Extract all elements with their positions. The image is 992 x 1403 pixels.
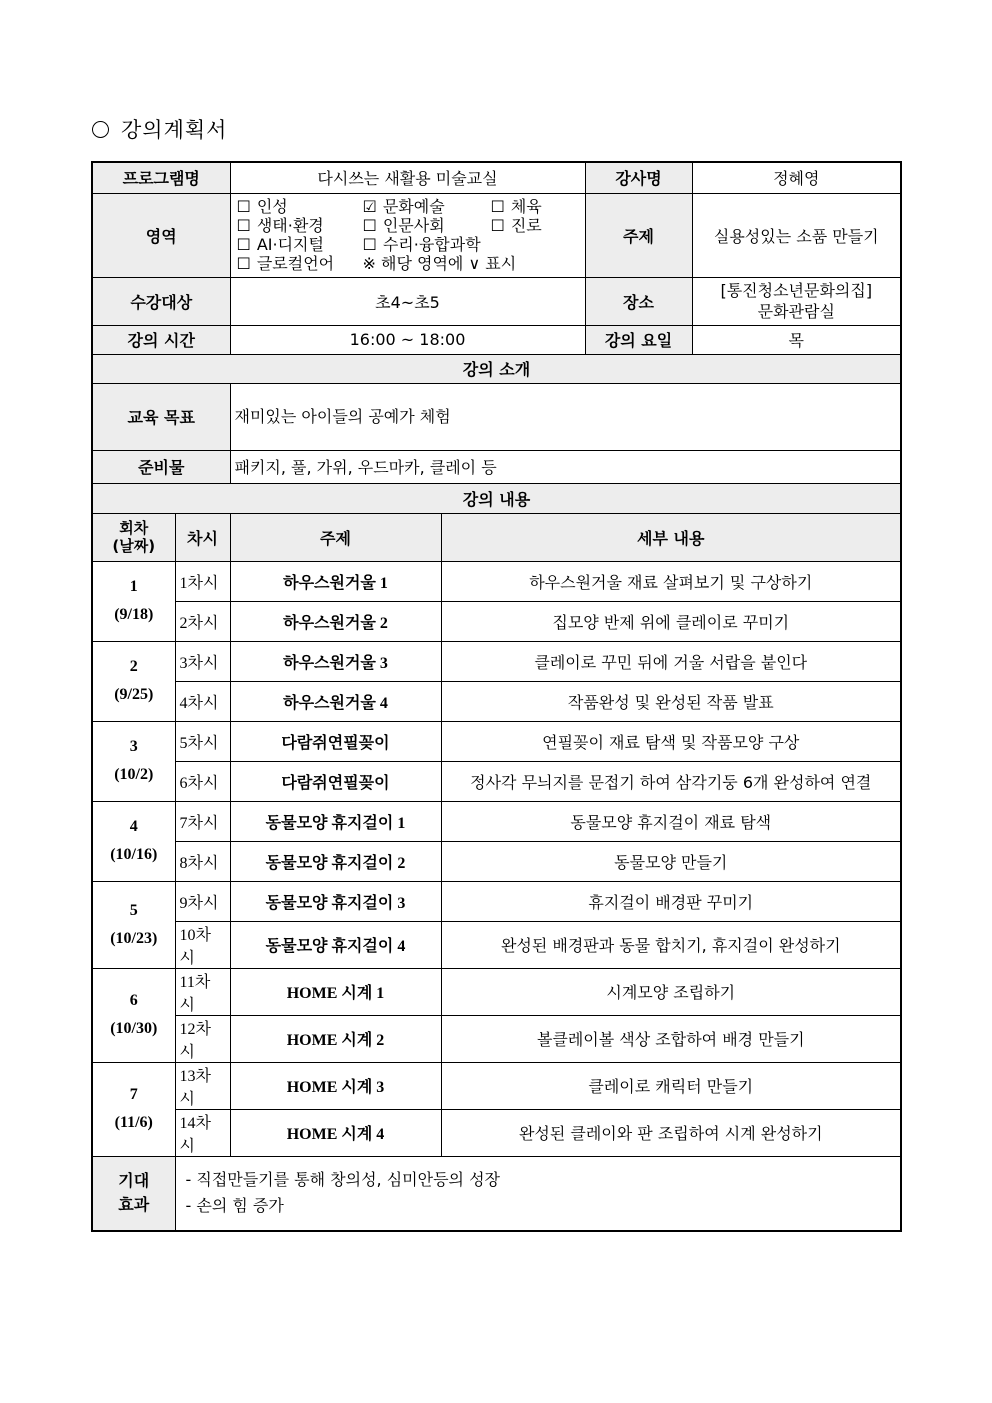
round-date: (9/25) <box>114 686 154 703</box>
document-title-text: 강의계획서 <box>121 118 228 142</box>
session-topic: 하우스원거울 4 <box>230 681 441 721</box>
session-detail: 완성된 배경판과 동물 합치기, 휴지걸이 완성하기 <box>441 921 901 968</box>
session-topic: HOME 시계 1 <box>230 968 441 1015</box>
effects-label: 기대 효과 <box>92 1156 175 1231</box>
session-topic: 하우스원거울 3 <box>230 641 441 681</box>
session-detail: 볼클레이볼 색상 조합하여 배경 만들기 <box>441 1015 901 1062</box>
session-detail: 클레이로 캐릭터 만들기 <box>441 1062 901 1109</box>
round-date: (10/2) <box>114 766 154 783</box>
goal-row <box>92 383 901 450</box>
session-detail: 동물모양 휴지걸이 재료 탐색 <box>441 801 901 841</box>
round-date: (11/6) <box>114 1114 153 1131</box>
subject-value: 실용성있는 소품 만들기 <box>692 193 901 277</box>
program-value: 다시쓰는 새활용 미술교실 <box>230 162 585 193</box>
session-number: 12차시 <box>175 1015 230 1062</box>
session-row <box>92 761 901 801</box>
round-number: 5 <box>129 901 138 919</box>
session-detail: 하우스원거울 재료 살펴보기 및 구상하기 <box>441 561 901 601</box>
session-number: 2차시 <box>175 601 230 641</box>
effects-row <box>92 1156 901 1231</box>
session-detail: 연필꽂이 재료 탐색 및 작품모양 구상 <box>441 721 901 761</box>
session-topic: 동물모양 휴지걸이 4 <box>230 921 441 968</box>
effect-item: - 손의 힘 증가 <box>185 1196 284 1216</box>
session-row <box>92 681 901 721</box>
place-label: 장소 <box>585 277 692 325</box>
target-label: 수강대상 <box>92 277 230 325</box>
session-row <box>92 561 901 601</box>
session-row <box>92 921 901 968</box>
checkbox-icon: ☐ <box>236 197 251 216</box>
place-line-1: [통진청소년문화의집] <box>720 281 873 300</box>
day-value: 목 <box>692 325 901 354</box>
materials-value: 패키지, 풀, 가위, 우드마카, 클레이 등 <box>230 450 901 483</box>
instructor-value: 정혜영 <box>692 162 901 193</box>
time-row <box>92 325 901 354</box>
materials-row <box>92 450 901 483</box>
effects-list <box>175 1156 901 1231</box>
round-cell <box>92 641 175 721</box>
instructor-label: 강사명 <box>585 162 692 193</box>
checkbox-icon: ☐ <box>236 235 251 254</box>
session-row <box>92 721 901 761</box>
round-number: 7 <box>129 1086 138 1103</box>
goal-label: 교육 목표 <box>92 383 230 450</box>
session-row <box>92 881 901 921</box>
session-topic: HOME 시계 2 <box>230 1015 441 1062</box>
round-cell <box>92 1062 175 1156</box>
col-round-header: 회차 (날짜) <box>92 513 175 561</box>
session-number: 7차시 <box>175 801 230 841</box>
session-detail: 집모양 반제 위에 클레이로 꾸미기 <box>441 601 901 641</box>
round-number: 2 <box>129 658 138 675</box>
goal-value: 재미있는 아이들의 공예가 체험 <box>230 383 901 450</box>
area-label: 영역 <box>92 193 230 277</box>
time-value: 16:00 ~ 18:00 <box>230 325 585 354</box>
session-detail: 완성된 클레이와 판 조립하여 시계 완성하기 <box>441 1109 901 1156</box>
session-topic: 동물모양 휴지걸이 3 <box>230 881 441 921</box>
round-date: (10/16) <box>110 846 158 863</box>
content-heading: 강의 내용 <box>92 483 901 513</box>
round-cell <box>92 801 175 881</box>
time-label: 강의 시간 <box>92 325 230 354</box>
session-topic: 하우스원거울 1 <box>230 561 441 601</box>
checkbox-icon: ☐ <box>362 235 377 254</box>
round-cell <box>92 881 175 968</box>
materials-label: 준비물 <box>92 450 230 483</box>
session-number: 8차시 <box>175 841 230 881</box>
col-topic-header: 주제 <box>230 513 441 561</box>
intro-heading-row <box>92 354 901 383</box>
subject-label: 주제 <box>585 193 692 277</box>
area-option[interactable]: ☐ AI·디지털 <box>236 235 324 254</box>
document-title <box>92 114 227 144</box>
session-detail: 휴지걸이 배경판 꾸미기 <box>441 881 901 921</box>
session-number: 4차시 <box>175 681 230 721</box>
area-option[interactable]: ☐ 인문사회 <box>362 216 445 235</box>
session-row <box>92 1015 901 1062</box>
round-number: 4 <box>129 818 138 835</box>
checkbox-icon: ☐ <box>362 216 377 235</box>
col-detail-header: 세부 내용 <box>441 513 901 561</box>
round-cell <box>92 561 175 641</box>
place-value <box>692 277 901 325</box>
session-row <box>92 1062 901 1109</box>
session-number: 10차시 <box>175 921 230 968</box>
content-column-header-row <box>92 513 901 561</box>
area-options <box>230 193 585 277</box>
session-row <box>92 601 901 641</box>
session-row <box>92 968 901 1015</box>
session-topic: 동물모양 휴지걸이 1 <box>230 801 441 841</box>
session-detail: 동물모양 만들기 <box>441 841 901 881</box>
round-number: 3 <box>129 738 138 755</box>
effect-item: - 직접만들기를 통해 창의성, 심미안등의 성장 <box>185 1170 500 1190</box>
session-detail: 시계모양 조립하기 <box>441 968 901 1015</box>
area-option[interactable]: ☐ 글로컬언어 <box>236 254 335 273</box>
round-number: 1 <box>129 578 138 595</box>
target-value: 초4~초5 <box>230 277 585 325</box>
session-number: 5차시 <box>175 721 230 761</box>
session-number: 6차시 <box>175 761 230 801</box>
area-option[interactable]: ☐ 생태·환경 <box>236 216 324 235</box>
lecture-plan-table <box>91 161 902 1232</box>
area-row <box>92 193 901 277</box>
checkbox-icon: ☐ <box>490 216 505 235</box>
session-row <box>92 641 901 681</box>
session-topic: 다람쥐연필꽂이 <box>230 721 441 761</box>
target-row <box>92 277 901 325</box>
checkbox-checked-icon: ☑ <box>362 197 377 216</box>
intro-heading: 강의 소개 <box>92 354 901 383</box>
area-option[interactable]: ☐ 체육 <box>490 197 542 216</box>
session-topic: 하우스원거울 2 <box>230 601 441 641</box>
program-row <box>92 162 901 193</box>
round-date: (9/18) <box>114 606 154 623</box>
session-number: 1차시 <box>175 561 230 601</box>
round-cell <box>92 721 175 801</box>
place-line-2: 문화관람실 <box>757 302 835 321</box>
session-number: 9차시 <box>175 881 230 921</box>
session-topic: HOME 시계 4 <box>230 1109 441 1156</box>
session-topic: 동물모양 휴지걸이 2 <box>230 841 441 881</box>
area-option[interactable]: ☐ 수리·융합과학 <box>362 235 481 254</box>
program-label: 프로그램명 <box>92 162 230 193</box>
session-topic: HOME 시계 3 <box>230 1062 441 1109</box>
round-date: (10/23) <box>110 929 158 947</box>
area-option[interactable]: ☑ 문화예술 <box>362 197 445 216</box>
round-date: (10/30) <box>110 1020 158 1037</box>
col-session-header: 차시 <box>175 513 230 561</box>
session-number: 14차시 <box>175 1109 230 1156</box>
checkbox-icon: ☐ <box>490 197 505 216</box>
round-number: 6 <box>129 992 138 1009</box>
area-option[interactable]: ☐ 진로 <box>490 216 542 235</box>
session-row <box>92 1109 901 1156</box>
area-option[interactable]: ☐ 인성 <box>236 197 288 216</box>
checkbox-icon: ☐ <box>236 216 251 235</box>
session-detail: 작품완성 및 완성된 작품 발표 <box>441 681 901 721</box>
circle-bullet-icon <box>92 121 109 138</box>
session-row <box>92 801 901 841</box>
session-number: 11차시 <box>175 968 230 1015</box>
round-cell <box>92 968 175 1062</box>
session-row <box>92 841 901 881</box>
area-note: ※ 해당 영역에 ∨ 표시 <box>362 254 517 273</box>
session-detail: 정사각 무늬지를 문접기 하여 삼각기둥 6개 완성하여 연결 <box>441 761 901 801</box>
session-number: 3차시 <box>175 641 230 681</box>
session-topic: 다람쥐연필꽂이 <box>230 761 441 801</box>
session-detail: 클레이로 꾸민 뒤에 거울 서랍을 붙인다 <box>441 641 901 681</box>
day-label: 강의 요일 <box>585 325 692 354</box>
checkbox-icon: ☐ <box>236 254 251 273</box>
session-number: 13차시 <box>175 1062 230 1109</box>
content-heading-row <box>92 483 901 513</box>
